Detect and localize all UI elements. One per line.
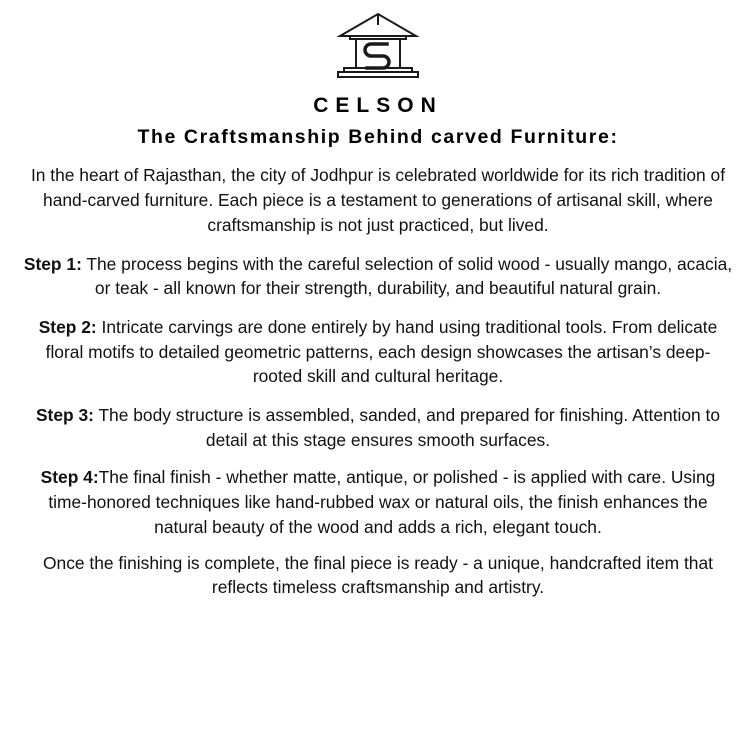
step-1-paragraph	[22, 252, 734, 301]
page-title: The Craftsmanship Behind carved Furniture:	[137, 126, 619, 148]
step-2-paragraph	[22, 315, 734, 389]
step-4-paragraph	[22, 465, 734, 539]
intro-text: In the heart of Rajasthan, the city of Jodhpur is celebrated worldwide for its rich tradition of hand-carved furniture. Each piece is a testament to generations of artisanal skill, where craftsmanship is not just practiced, but lived.	[30, 165, 726, 235]
brand-name: CELSON	[313, 94, 443, 117]
closing-paragraph	[22, 551, 734, 600]
house-monogram-logo-icon	[330, 10, 426, 88]
step-2-text: Intricate carvings are done entirely by hand using traditional tools. From delicate floral motifs to detailed geometric patterns, each design showcases the artisan’s deep-rooted skill and cultural heritage.	[45, 316, 718, 387]
intro-paragraph	[22, 163, 734, 237]
brand-logo	[330, 10, 426, 88]
step-3-paragraph	[22, 403, 734, 452]
closing-text: Once the finishing is complete, the final piece is ready - a unique, handcrafted item that reflects timeless craftsmanship and artistry.	[43, 552, 713, 598]
step-4-label: Step 4:	[40, 467, 99, 488]
step-4-text: The final finish - whether matte, antique, or polished - is applied with care. Using time-honored techniques like hand-rubbed wax or natural oils, the finish enhances the natural beauty of the wood and adds a rich, elegant touch.	[48, 467, 716, 537]
step-2-label: Step 2:	[38, 316, 97, 337]
step-1-label: Step 1:	[23, 253, 82, 274]
step-3-text: The body structure is assembled, sanded, and prepared for finishing. Attention to detail at this stage ensures smooth surfaces.	[93, 405, 721, 450]
step-3-label: Step 3:	[35, 405, 94, 426]
step-1-text: The process begins with the careful selection of solid wood - usually mango, acacia, or teak - all known for their strength, durability, and beautiful natural grain.	[81, 253, 733, 299]
